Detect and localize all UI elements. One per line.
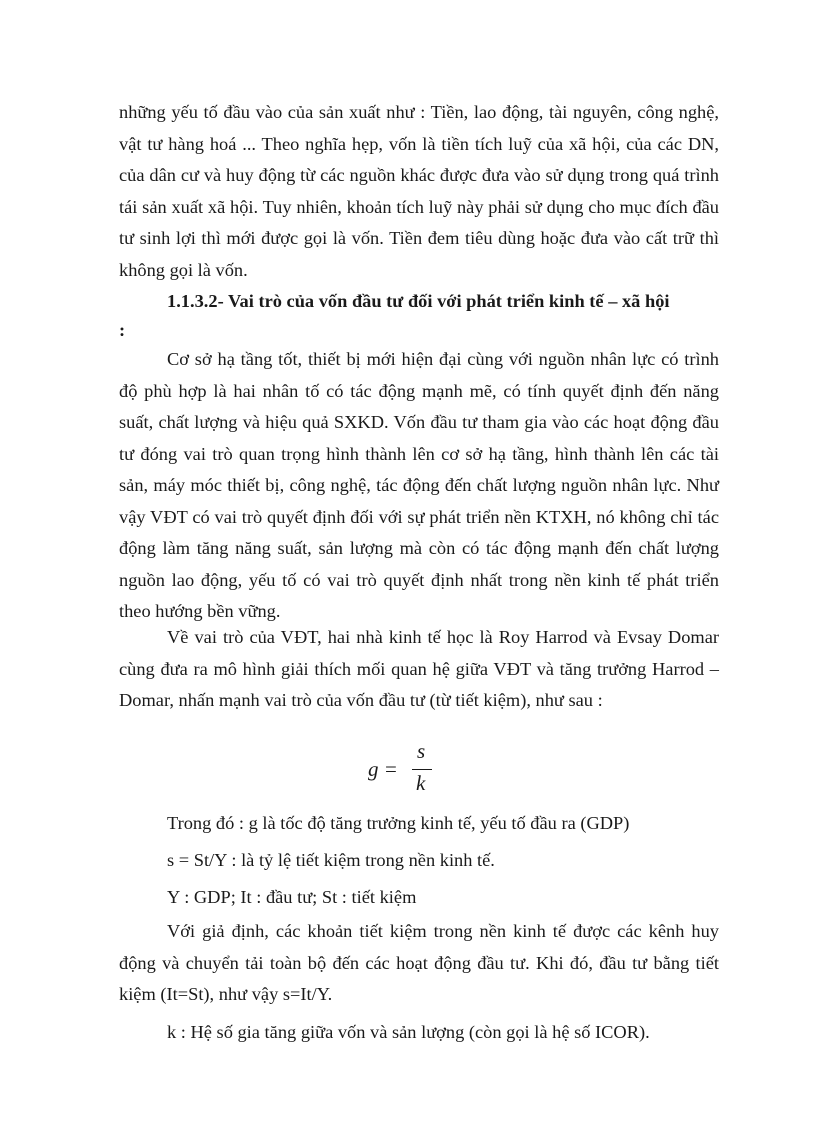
definition-y: Y : GDP; It : đầu tư; St : tiết kiệm (167, 887, 417, 907)
paragraph-harrod-domar: Về vai trò của VĐT, hai nhà kinh tế học là Roy Harrod và Evsay Domar cùng đưa ra mô hình giải thích mối quan hệ giữa VĐT và tăng trưởng Harrod – Domar, nhấn mạnh vai trò của vốn đầu tư (từ tiết kiệm), như sau : (119, 627, 719, 710)
formula-growth-rate: g (368, 757, 379, 781)
paragraph-savings-assumption: Với giả định, các khoản tiết kiệm trong nền kinh tế được các kênh huy động và chuyển tải toàn bộ đến các hoạt động đầu tư. Khi đó, đầu tư bằng tiết kiệm (It=St), như vậy s=It/Y. (119, 921, 719, 1004)
definition-s: s = St/Y : là tỷ lệ tiết kiệm trong nền kinh tế. (167, 850, 495, 870)
formula-denominator: k (416, 771, 426, 795)
formula-numerator: s (417, 739, 426, 763)
paragraph-capital-definition: những yếu tố đầu vào của sản xuất như : Tiền, lao động, tài nguyên, công nghệ, vật tư hàng hoá ... Theo nghĩa hẹp, vốn là tiền tích luỹ của xã hội, của các DN, của dân cư và huy động từ các nguồn khác được đưa vào sử dụng trong quá trình tái sản xuất xã hội. Tuy nhiên, khoản tích luỹ này phải sử dụng cho mục đích đầu tư sinh lợi thì mới được gọi là vốn. Tiền đem tiêu dùng hoặc đưa vào cất trữ thì không gọi là vốn. (119, 102, 719, 280)
formula-equals-sign: = (385, 757, 397, 781)
section-heading-colon: : (119, 320, 126, 340)
formula-fraction-bar (412, 769, 432, 770)
harrod-domar-formula (368, 739, 448, 801)
definition-g: Trong đó : g là tốc độ tăng trưởng kinh tế, yếu tố đầu ra (GDP) (167, 813, 630, 833)
section-heading: 1.1.3.2- Vai trò của vốn đầu tư đối với phát triển kinh tế – xã hội (167, 291, 670, 311)
paragraph-investment-role: Cơ sở hạ tầng tốt, thiết bị mới hiện đại cùng với nguồn nhân lực có trình độ phù hợp là hai nhân tố có tác động mạnh mẽ, có tính quyết định đến năng suất, chất lượng và hiệu quả SXKD. Vốn đầu tư tham gia vào các hoạt động đầu tư đóng vai trò quan trọng hình thành lên cơ sở hạ tầng, hình thành lên các tài sản, máy móc thiết bị, công nghệ, tác động đến chất lượng nguồn nhân lực. Như vậy VĐT có vai trò quyết định đối với sự phát triển nền KTXH, nó không chỉ tác động làm tăng năng suất, sản lượng mà còn có tác động mạnh đến chất lượng nguồn lao động, yếu tố có vai trò quyết định nhất trong nền kinh tế phát triển theo hướng bền vững. (119, 349, 719, 621)
definition-k: k : Hệ số gia tăng giữa vốn và sản lượng (còn gọi là hệ số ICOR). (167, 1022, 650, 1042)
